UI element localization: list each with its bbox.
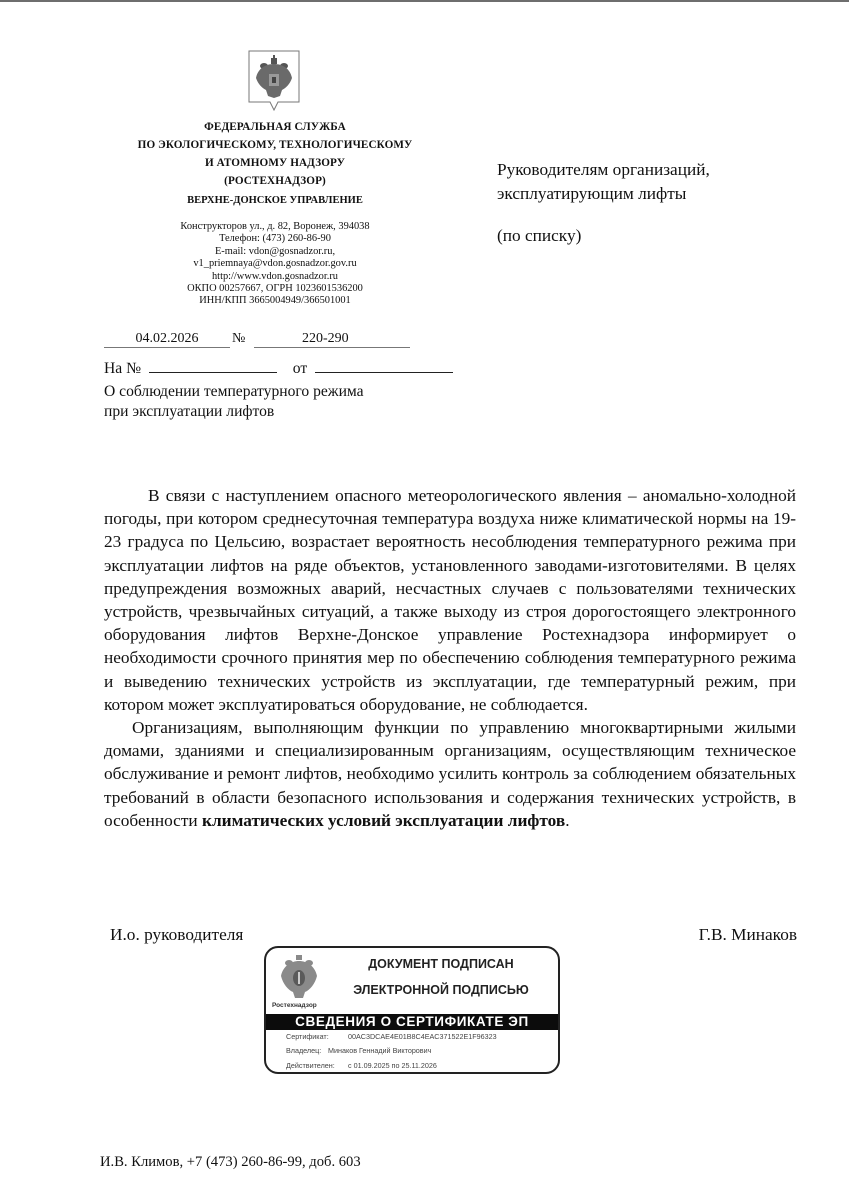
phone: Телефон: (473) 260-86-90: [219, 233, 331, 245]
paragraph-text: Организациям, выполняющим функции по управлению многоквартирными жилыми домами, зданиями и специализированным организациям, осуществляющим техническое обслуживание и ремонт лифтов, необходимо усилить контроль за соблюдением обязательных требований в области безопасного использования и содержания технических устройств, в особенности: [104, 718, 796, 830]
email: E-mail: vdon@gosnadzor.ru,: [214, 245, 336, 257]
addressee: [497, 158, 710, 248]
addressee-note: (по списку): [497, 226, 582, 245]
owner-row: [286, 1046, 431, 1055]
stamp-subtitle: ЭЛЕКТРОННОЙ ПОДПИСЬЮ: [353, 983, 529, 997]
paragraph: В связи с наступлением опасного метеорологического явления – аномально-холодной погоды, при котором среднесуточная температура воздуха ниже климатической нормы на 19-23 градуса по Цельсию, возрастает вероятность несоблюдения температурного режима при эксплуатации лифтов на ряде объектов, установленного заводами-изготовителями. В целях предупреждения возможных аварий, несчастных случаев с пользователями технических устройств, чрезвычайных ситуаций, а также выходу из строя дорогостоящего электронного оборудования лифтов Верхне-Донское управление Ростехнадзора информирует о необходимости срочного принятия мер по обеспечению соблюдения температурного режима и выведению технических устройств из эксплуатации, где температурный режим, при котором может эксплуатироваться оборудование, не соблюдается.: [104, 486, 796, 714]
letter-body: [104, 484, 796, 832]
certificate-label: Сертификат:: [286, 1032, 329, 1041]
document-number: 220-290: [254, 331, 410, 348]
reply-reference: [104, 358, 453, 378]
signatory-role: И.о. руководителя: [110, 925, 244, 944]
validity-label: Действителен:: [286, 1061, 335, 1070]
reply-number-blank: [149, 358, 277, 373]
org-line: ФЕДЕРАЛЬНАЯ СЛУЖБА: [204, 121, 346, 133]
addressee-line: Руководителям организаций,: [497, 160, 710, 179]
number-sign: №: [232, 331, 246, 346]
reply-date-blank: [315, 358, 453, 373]
organization-name: [125, 118, 425, 190]
paragraph-end: .: [565, 810, 570, 830]
reply-from: от: [292, 360, 308, 377]
certificate-info-header: СВЕДЕНИЯ О СЕРТИФИКАТЕ ЭП: [266, 1014, 558, 1030]
org-line: ПО ЭКОЛОГИЧЕСКОМУ, ТЕХНОЛОГИЧЕСКОМУ: [137, 139, 413, 151]
contact-block: [125, 221, 425, 308]
stamp-title: ДОКУМЕНТ ПОДПИСАН: [368, 957, 514, 971]
signatory-name: Г.В. Минаков: [698, 925, 797, 944]
top-border: [0, 0, 849, 2]
owner-value: Минаков Геннадий Викторович: [328, 1046, 432, 1055]
subject-line: при эксплуатации лифтов: [104, 403, 275, 420]
website: http://www.vdon.gosnadzor.ru: [211, 270, 339, 282]
rostekhnadzor-emblem-icon: [278, 954, 320, 1000]
address: Конструкторов ул., д. 82, Воронеж, 394038: [180, 221, 370, 232]
paragraph: [104, 716, 796, 832]
russian-coat-of-arms-icon: [248, 50, 300, 112]
email-secondary: v1_priemnaya@vdon.gosnadzor.gov.ru: [193, 258, 357, 270]
department-name: ВЕРХНЕ-ДОНСКОЕ УПРАВЛЕНИЕ: [187, 195, 363, 206]
subject-line: О соблюдении температурного режима: [104, 383, 364, 400]
reply-prefix: На №: [104, 360, 141, 377]
registration-line: [104, 331, 410, 347]
emphasis-text: климатических условий эксплуатации лифтов: [201, 810, 566, 830]
okpo-ogrn: ОКПО 00257667, ОГРН 1023601536200: [187, 283, 363, 295]
inn-kpp: ИНН/КПП 3665004949/366501001: [199, 295, 351, 307]
validity-value: с 01.09.2025 по 25.11.2026: [348, 1061, 437, 1070]
org-line: (РОСТЕХНАДЗОР): [224, 175, 326, 187]
executor-contact: И.В. Климов, +7 (473) 260-86-99, доб. 603: [100, 1154, 361, 1170]
owner-label: Владелец:: [286, 1046, 322, 1055]
logo-caption: Ростехнадзор: [272, 1002, 317, 1009]
validity-row: [286, 1061, 437, 1070]
electronic-signature-stamp: [264, 946, 560, 1074]
certificate-value: 00AC3DCAE4E01B8C4EAC371522E1F96323: [348, 1032, 497, 1041]
addressee-line: эксплуатирующим лифты: [497, 184, 687, 203]
document-date: 04.02.2026: [104, 331, 230, 348]
org-line: И АТОМНОМУ НАДЗОРУ: [204, 157, 346, 169]
certificate-row: [286, 1032, 497, 1041]
subject: [104, 382, 364, 422]
